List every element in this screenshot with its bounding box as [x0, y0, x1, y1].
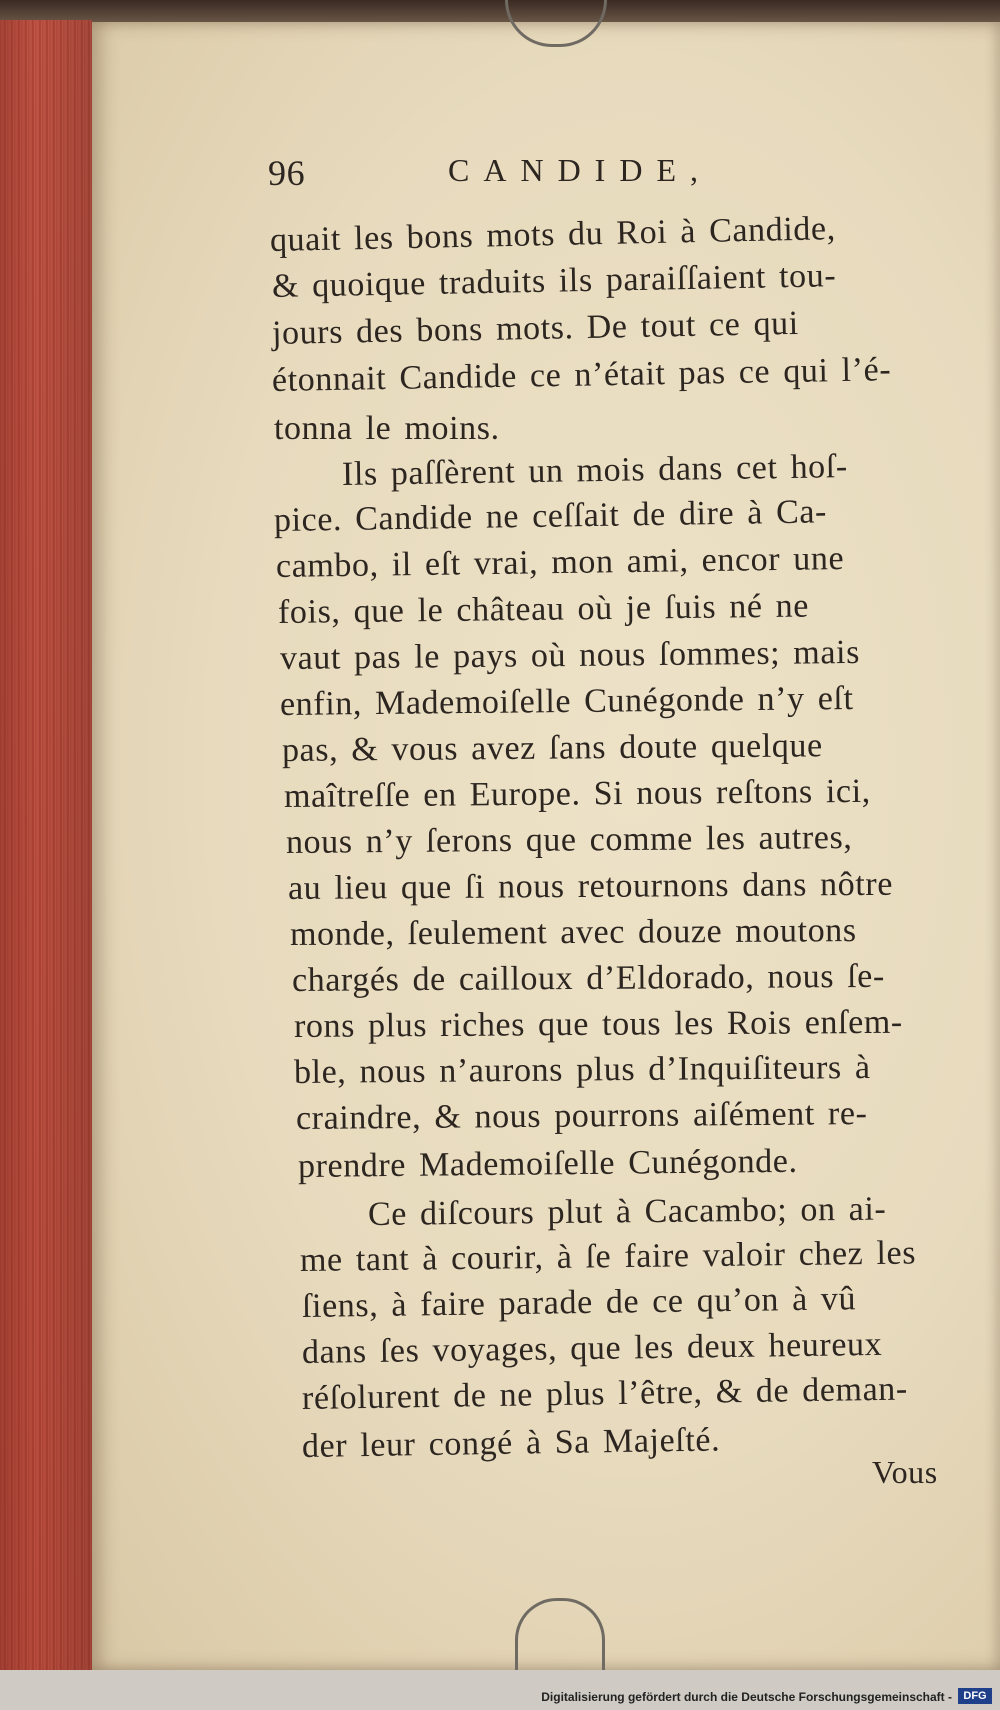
- text-line: monde, ſeulement avec douze moutons: [289, 912, 857, 953]
- text-line: réſolurent de ne plus l’être, & de deman-: [301, 1370, 909, 1417]
- text-line: rons plus riches que tous les Rois enſem-: [293, 1003, 903, 1045]
- text-line: quait les bons mots du Roi à Candide,: [269, 210, 837, 259]
- catchword: Vous: [872, 1454, 938, 1490]
- footer-credit: Digitalisierung gefördert durch die Deutsche Forschungsgemeinschaft -: [541, 1690, 952, 1704]
- text-line: maîtreſſe en Europe. Si nous reſtons ici,: [283, 772, 871, 815]
- text-line: vaut pas le pays où nous ſommes; mais: [279, 633, 861, 677]
- text-line: & quoique traduits ils paraiſſaient tou-: [271, 257, 837, 305]
- dfg-logo: DFG: [958, 1688, 992, 1704]
- text-line: chargés de cailloux d’Eldorado, nous ſe-: [291, 957, 885, 999]
- text-line: cambo, il eſt vrai, mon ami, encor une: [275, 540, 845, 585]
- scanner-clip-bottom: [515, 1598, 605, 1681]
- text-line: étonnait Candide ce n’était pas ce qui l’é-: [271, 351, 892, 399]
- text-line: jours des bons mots. De tout ce qui: [271, 304, 800, 352]
- text-line: der leur congé à Sa Majeſté.: [301, 1421, 721, 1465]
- text-line: pice. Candide ne ceſſait de dire à Ca-: [273, 493, 828, 539]
- text-line: pas, & vous avez ſans doute quelque: [281, 727, 823, 769]
- text-line: au lieu que ſi nous retournons dans nôtre: [287, 865, 894, 907]
- text-line: Ce diſcours plut à Cacambo; on ai-: [367, 1190, 887, 1233]
- text-line: fois, que le château où je ſuis né ne: [277, 587, 810, 631]
- text-line: tonna le moins.: [274, 410, 500, 447]
- text-line: Ils paſſèrent un mois dans cet hoſ-: [341, 448, 849, 493]
- text-line: craindre, & nous pourrons aiſément re-: [295, 1095, 868, 1137]
- text-line: nous n’y ſerons que comme les autres,: [285, 819, 853, 861]
- text-line: enfin, Mademoiſelle Cunégonde n’y eſt: [279, 679, 854, 723]
- text-line: prendre Mademoiſelle Cunégonde.: [297, 1142, 798, 1185]
- text-line: ſiens, à faire parade de ce qu’on à vû: [301, 1280, 857, 1325]
- text-line: me tant à courir, à ſe faire valoir chez les: [299, 1234, 917, 1279]
- running-head: CANDIDE,: [448, 152, 712, 188]
- text-line: ble, nous n’aurons plus d’Inquiſiteurs à: [293, 1048, 871, 1091]
- page-number: 96: [268, 153, 306, 193]
- text-line: dans ſes voyages, que les deux heureux: [301, 1325, 883, 1371]
